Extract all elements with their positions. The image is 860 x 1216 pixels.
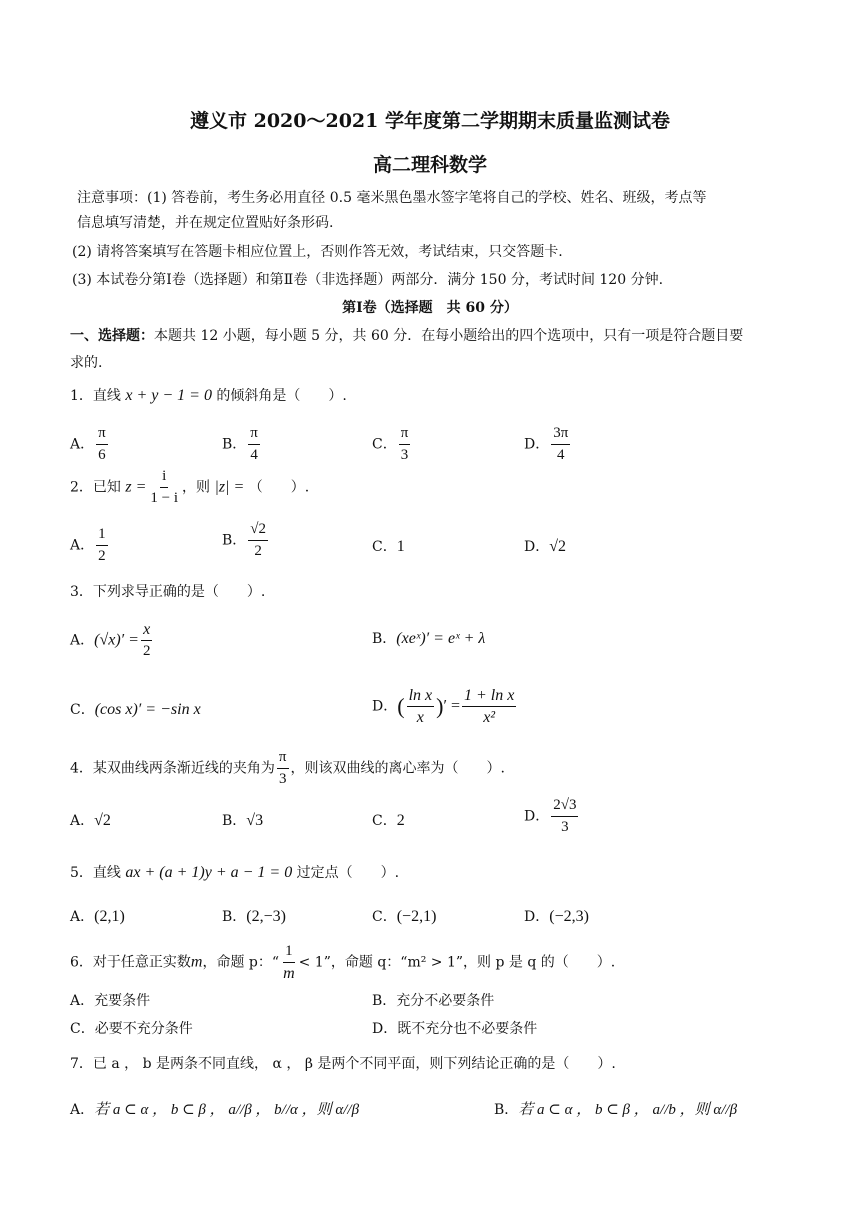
section-instruction-2: 求的. — [70, 355, 103, 371]
q3-option-c — [70, 699, 201, 719]
q3-option-a — [70, 620, 154, 661]
q6-q-label: ，命题 q：“m² > 1”，则 p 是 q 的（ ）. — [330, 954, 616, 971]
q4-option-a — [70, 810, 111, 830]
frac-den: 3 — [561, 819, 569, 835]
option-text: √2 — [549, 538, 567, 555]
q5-option-c — [372, 906, 436, 926]
note-line-3: (2) 请将答案填写在答题卡相应位置上，否则作答无效，考试结束，只交答题卡. — [72, 244, 563, 260]
option-text: 1 — [396, 538, 405, 555]
option-text: 充分不必要条件 — [396, 993, 495, 1009]
frac-den: x — [416, 709, 424, 726]
section-instruction-text: 本题共 12 小题，每小题 5 分，共 60 分．在每小题给出的四个选项中，只有一项是符合题目要 — [154, 328, 744, 344]
option-label: D． — [524, 909, 550, 925]
q4-suffix: ，则该双曲线的离心率为（ ）. — [290, 760, 505, 777]
frac-den: 6 — [98, 447, 106, 463]
section-instruction-label: 一、选择题： — [70, 328, 154, 344]
q1-option-d — [524, 424, 572, 465]
option-eq: ′ = — [443, 697, 460, 715]
option-label: C． — [372, 909, 397, 925]
question-4 — [70, 748, 505, 789]
option-text: (−2,1) — [396, 908, 437, 925]
q6-m: m — [190, 953, 203, 971]
option-expr: (√x)′ = — [94, 631, 139, 649]
option-label: D． — [524, 808, 550, 825]
frac-num: 2√3 — [551, 796, 578, 817]
frac-den: 2 — [98, 548, 106, 564]
fraction — [96, 525, 108, 566]
q1-suffix: 的倾斜角是（ ）. — [216, 388, 347, 404]
frac-den: 3 — [400, 447, 409, 463]
q7-option-a — [70, 1098, 359, 1119]
option-label: B． — [372, 993, 397, 1009]
option-label: A． — [70, 993, 95, 1009]
question-2 — [70, 467, 309, 508]
option-text: 若 a ⊂ α ， b ⊂ β ， a//b ，则 α//β — [518, 1102, 738, 1118]
q4-prefix: 4．某双曲线两条渐近线的夹角为 — [70, 760, 275, 777]
option-label: A． — [70, 632, 95, 649]
frac-num: i — [160, 467, 168, 488]
option-label: D． — [524, 436, 550, 453]
option-label: A． — [70, 1102, 95, 1118]
option-text: (−2,3) — [549, 908, 589, 925]
frac-den: x² — [483, 709, 496, 726]
question-5 — [70, 862, 399, 882]
option-label: C． — [70, 702, 95, 718]
q6-option-d — [372, 1018, 537, 1038]
q2-option-a — [70, 525, 110, 566]
frac-num: 1 — [283, 942, 295, 963]
q1-option-c — [372, 424, 412, 465]
q6-option-a — [70, 990, 150, 1010]
option-label: C． — [372, 436, 397, 453]
frac-den: 2 — [254, 543, 262, 559]
fraction — [407, 686, 435, 727]
q4-option-b — [222, 810, 263, 830]
frac-num: ln x — [407, 686, 435, 707]
q6-p-label: ，命题 p：“ — [202, 954, 280, 971]
fraction — [141, 620, 153, 661]
section-title: 第Ⅰ卷（选择题 共 60 分） — [342, 300, 518, 316]
option-expr: (xeˣ)′ = eˣ + λ — [396, 630, 486, 647]
option-label: C． — [372, 539, 397, 555]
exam-title: 遵义市 2020～2021 学年度第二学期期末质量监测试卷 — [190, 110, 670, 132]
q4-option-c — [372, 810, 405, 830]
question-1 — [70, 385, 347, 405]
option-label: C． — [70, 1021, 95, 1037]
option-text: 2 — [396, 812, 405, 829]
q1-option-a — [70, 424, 110, 465]
note-line-1: 注意事项：(1) 答卷前，考生务必用直径 0.5 毫米黑色墨水签字笔将自己的学校、姓名、班级，考点等 — [77, 190, 707, 206]
option-label: C． — [372, 813, 397, 829]
fraction — [462, 686, 516, 727]
question-7: 7．已 a ， b 是两条不同直线， α ， β 是两个不同平面，则下列结论正确的是（ ）. — [70, 1056, 616, 1072]
option-label: B． — [222, 436, 247, 453]
option-label: A． — [70, 909, 95, 925]
note-line-2: 信息填写清楚，并在规定位置贴好条形码. — [77, 215, 334, 231]
question-6 — [70, 942, 615, 983]
q5-suffix: 过定点（ ）. — [296, 865, 400, 881]
q2-option-b — [222, 520, 270, 561]
option-text: 既不充分也不必要条件 — [397, 1021, 538, 1037]
option-label: B． — [372, 631, 397, 647]
question-3: 3．下列求导正确的是（ ）. — [70, 584, 266, 600]
q1-option-b — [222, 424, 262, 465]
option-label: D． — [524, 539, 550, 555]
fraction — [277, 748, 289, 789]
fraction — [248, 520, 268, 561]
option-text: 若 a ⊂ α ， b ⊂ β ， a//β ， b//α ，则 α//β — [94, 1102, 360, 1118]
option-label: B． — [222, 909, 247, 925]
option-text: (2,−3) — [246, 908, 286, 925]
frac-num: 1 + ln x — [462, 686, 516, 707]
q5-expr: ax + (a + 1)y + a − 1 = 0 — [125, 864, 293, 881]
option-label: D． — [372, 1021, 398, 1037]
note-line-4: (3) 本试卷分第Ⅰ卷（选择题）和第Ⅱ卷（非选择题）两部分．满分 150 分，考试时间 120 分钟. — [72, 272, 664, 288]
frac-num: 3π — [551, 424, 570, 445]
fraction — [248, 424, 260, 465]
q2-option-d — [524, 536, 566, 556]
frac-den: 2 — [142, 643, 151, 659]
option-text: 充要条件 — [94, 993, 151, 1009]
q2-suffix: （ ）. — [248, 479, 310, 496]
option-label: D． — [372, 698, 398, 715]
fraction — [551, 424, 570, 465]
option-text: (2,1) — [94, 908, 125, 925]
option-label: B． — [494, 1102, 519, 1118]
q2-prefix: 2．已知 — [70, 479, 121, 496]
option-expr: (cos x)′ = −sin x — [94, 701, 201, 718]
option-label: B． — [222, 532, 247, 549]
q5-prefix: 5．直线 — [70, 865, 121, 881]
frac-den: 4 — [557, 447, 565, 463]
option-text: 必要不充分条件 — [94, 1021, 193, 1037]
frac-num: π — [277, 748, 289, 769]
q1-prefix: 1．直线 — [70, 388, 121, 404]
q4-option-d — [524, 796, 580, 837]
paren-right: ) — [436, 693, 444, 719]
q3-option-b — [372, 628, 485, 648]
frac-den: 3 — [278, 771, 287, 787]
option-label: B． — [222, 813, 247, 829]
fraction — [96, 424, 108, 465]
q2-z: z = — [125, 478, 147, 496]
section-instruction-1 — [70, 325, 743, 345]
q5-option-d — [524, 906, 589, 926]
exam-subtitle: 高二理科数学 — [372, 154, 487, 176]
q6-option-b — [372, 990, 494, 1010]
frac-num: 1 — [96, 525, 108, 546]
frac-den: 1 − i — [150, 490, 179, 506]
frac-num: x — [141, 620, 152, 641]
q7-option-b — [494, 1098, 737, 1119]
q2-option-c — [372, 536, 405, 556]
fraction — [399, 424, 411, 465]
q2-abs: |z| = — [214, 478, 245, 496]
q6-prefix: 6．对于任意正实数 — [70, 954, 191, 971]
q2-mid: ，则 — [182, 479, 211, 496]
frac-num: √2 — [248, 520, 268, 541]
option-label: A． — [70, 537, 95, 554]
fraction — [281, 942, 297, 983]
frac-den: 4 — [250, 447, 258, 463]
q5-option-b — [222, 906, 286, 926]
frac-den: m — [283, 965, 295, 982]
fraction — [148, 467, 180, 508]
q1-expr: x + y − 1 = 0 — [125, 387, 212, 404]
q3-option-d — [372, 686, 518, 727]
q6-lt: < 1” — [298, 954, 331, 971]
option-label: A． — [70, 813, 95, 829]
option-text: √2 — [94, 812, 111, 829]
frac-num: π — [96, 424, 108, 445]
q6-option-c — [70, 1018, 193, 1038]
q5-option-a — [70, 906, 125, 926]
option-text: √3 — [246, 812, 264, 829]
option-label: A． — [70, 436, 95, 453]
frac-num: π — [399, 424, 411, 445]
frac-num: π — [248, 424, 260, 445]
fraction — [551, 796, 578, 837]
paren-left: ( — [397, 693, 405, 719]
